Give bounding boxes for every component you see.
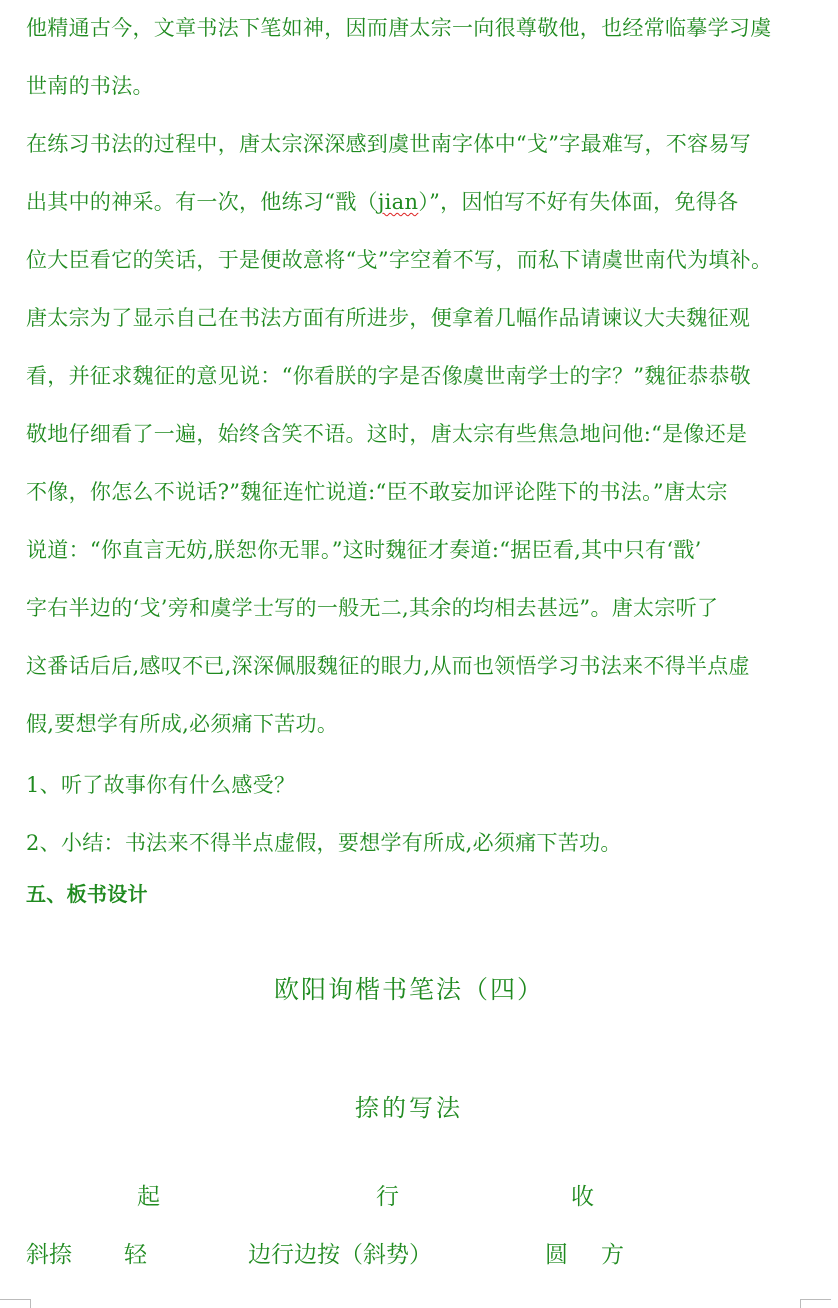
story-line-9: 不像，你怎么不说话?”魏征连忙说道:“臣不敢妄加评论陛下的书法。”唐太宗: [26, 480, 728, 504]
story-line-10: 说道：“你直言无妨,朕恕你无罪。”这时魏征才奏道:“据臣看,其中只有‘戬’: [26, 538, 702, 562]
header-xing: 行: [376, 1184, 399, 1210]
story-line-3: 在练习书法的过程中，唐太宗深深感到虞世南字体中“戈”字最难写，不容易写: [26, 132, 751, 156]
story-line-13: 假,要想学有所成,必须痛下苦功。: [26, 712, 339, 736]
board-subtitle: 捺的写法: [355, 1094, 463, 1122]
story-line-12: 这番话后后,感叹不已,深深佩服魏征的眼力,从而也领悟学习书法来不得半点虚: [26, 654, 750, 678]
page-corner-left: [0, 1299, 31, 1308]
story-line-8: 敬地仔细看了一遍，始终含笑不语。这时，唐太宗有些焦急地问他:“是像还是: [26, 422, 748, 446]
row-shou-1: 圆: [545, 1242, 568, 1268]
question-1: 1、听了故事你有什么感受？: [26, 773, 296, 797]
story-line-5: 位大臣看它的笑话，于是便故意将“戈”字空着不写，而私下请虞世南代为填补。: [26, 248, 773, 272]
story-line-4-start: 出其中的神采。有一次，他练习“戬（: [26, 190, 378, 214]
row-xing: 边行边按（斜势）: [248, 1242, 432, 1268]
page-corner-right: [800, 1299, 831, 1308]
story-line-4-end: ）”，因怕写不好有失体面，免得各: [418, 190, 739, 214]
story-line-1: 他精通古今，文章书法下笔如神，因而唐太宗一向很尊敬他，也经常临摹学习虞: [26, 16, 772, 40]
story-line-11: 字右半边的‘戈’旁和虞学士写的一般无二,其余的均相去甚远”。唐太宗听了: [26, 596, 719, 620]
story-line-7: 看，并征求魏征的意见说：“你看朕的字是否像虞世南学士的字？”魏征恭恭敬: [26, 364, 751, 388]
pinyin-jian: jian: [377, 190, 419, 214]
row-qi: 轻: [124, 1242, 147, 1268]
story-line-4: [26, 187, 738, 217]
summary-2: 2、小结：书法来不得半点虚假，要想学有所成,必须痛下苦功。: [26, 831, 622, 855]
header-shou: 收: [571, 1184, 594, 1210]
board-title: 欧阳询楷书笔法（四）: [273, 975, 544, 1004]
section-heading: 五、板书设计: [26, 882, 148, 906]
row-shou-2: 方: [601, 1242, 624, 1268]
header-qi: 起: [137, 1184, 160, 1210]
story-line-2: 世南的书法。: [26, 74, 154, 98]
row-label: 斜捺: [26, 1242, 72, 1268]
story-line-6: 唐太宗为了显示自己在书法方面有所进步，便拿着几幅作品请谏议大夫魏征观: [26, 306, 751, 330]
